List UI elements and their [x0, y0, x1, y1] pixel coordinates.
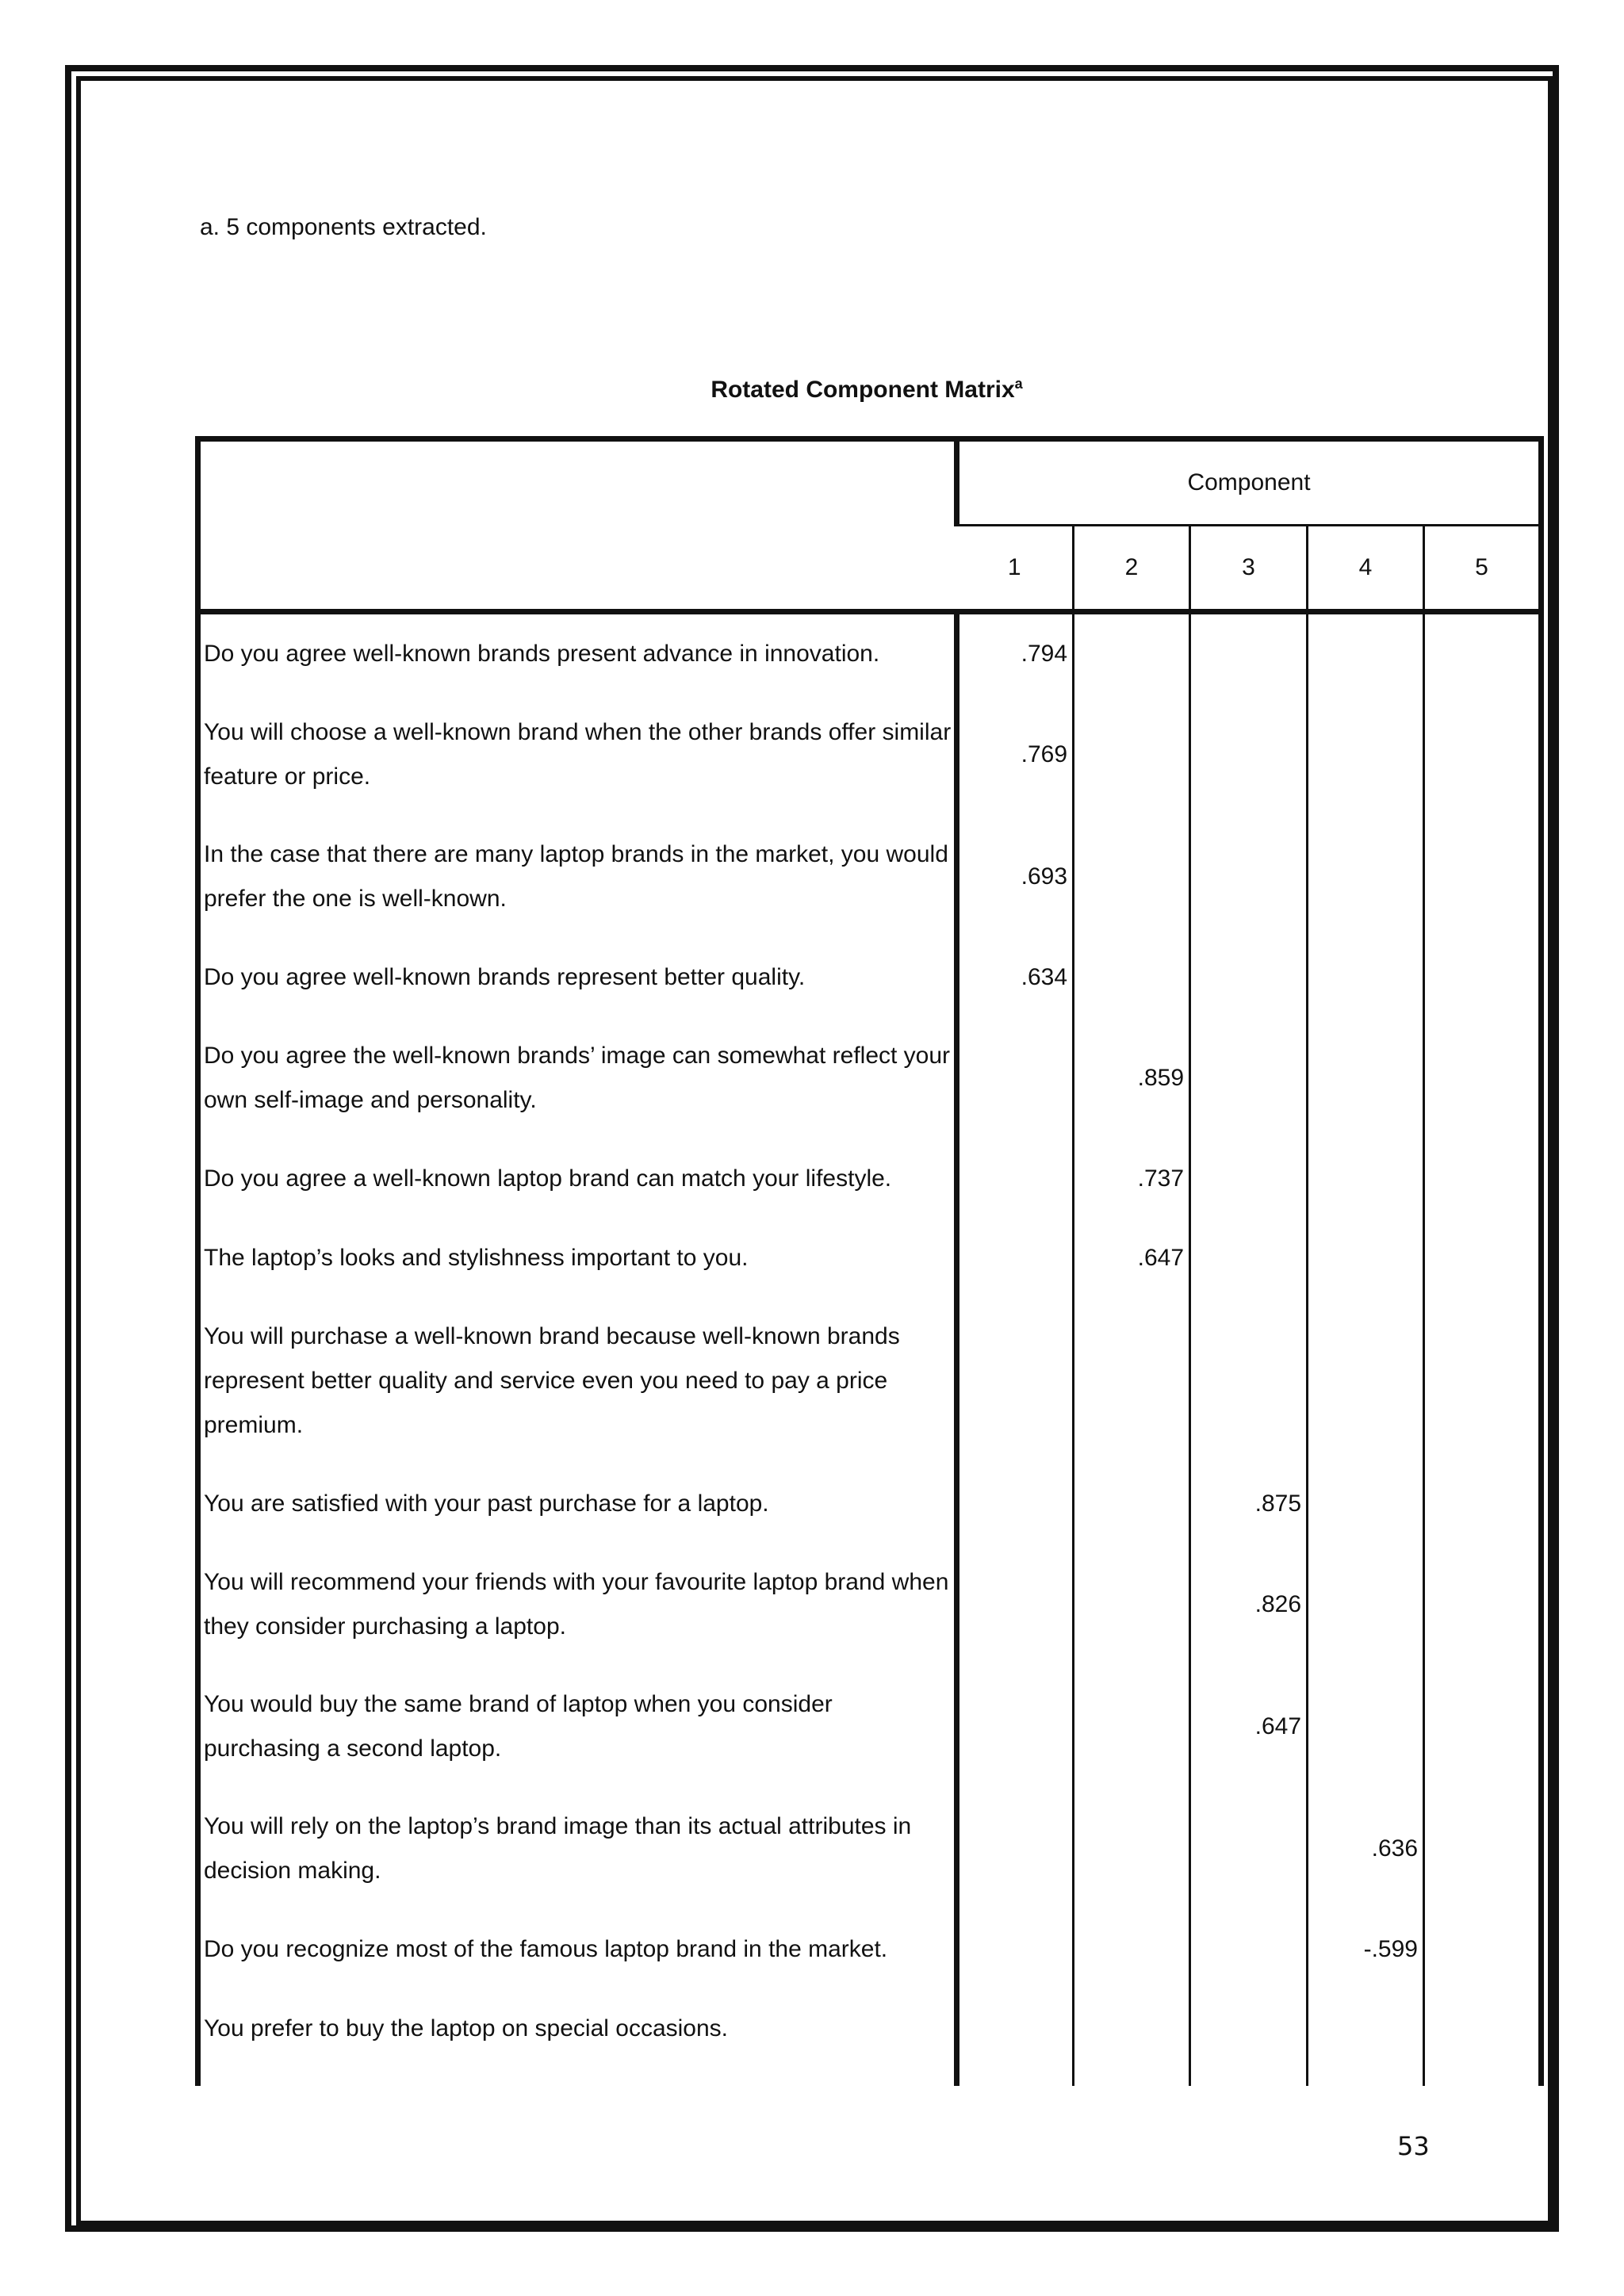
loading-cell-component-2: [1074, 1989, 1190, 2086]
loading-cell-component-1: [957, 1298, 1074, 1464]
loading-cell-component-3: [1190, 816, 1308, 938]
loading-cell-component-1: [957, 1219, 1074, 1298]
component-number-4: 4: [1308, 526, 1424, 612]
table-row: [198, 938, 1542, 1017]
loading-cell-component-4: [1308, 612, 1424, 695]
table-row: [198, 1139, 1542, 1219]
loading-cell-component-5: [1424, 1666, 1542, 1788]
table-row: [198, 1544, 1542, 1666]
loading-cell-component-2: [1074, 816, 1190, 938]
loading-cell-component-1: .693: [957, 816, 1074, 938]
loading-cell-component-4: [1308, 1989, 1424, 2086]
loading-cell-component-3: [1190, 1219, 1308, 1298]
row-label: You are satisfied with your past purchase for a laptop.: [198, 1464, 957, 1544]
loading-cell-component-3: [1190, 1139, 1308, 1219]
row-label: The laptop’s looks and stylishness important to you.: [198, 1219, 957, 1298]
table-title: [195, 376, 1538, 404]
table-row: [198, 1989, 1542, 2086]
loading-cell-component-4: -.599: [1308, 1910, 1424, 1989]
row-label: You prefer to buy the laptop on special occasions.: [198, 1989, 957, 2086]
loading-cell-component-2: [1074, 1464, 1190, 1544]
loading-cell-component-3: [1190, 612, 1308, 695]
table-title-text: Rotated Component Matrix: [710, 377, 1015, 403]
loading-cell-component-3: .647: [1190, 1666, 1308, 1788]
component-number-3: 3: [1190, 526, 1308, 612]
row-label: You will purchase a well-known brand because well-known brands represent better quality and service even you need to pay a price premium.: [198, 1298, 957, 1464]
loading-cell-component-4: [1308, 1139, 1424, 1219]
loading-cell-component-4: [1308, 816, 1424, 938]
component-header: Component: [957, 439, 1542, 526]
loading-cell-component-2: [1074, 1544, 1190, 1666]
loading-cell-component-3: .875: [1190, 1464, 1308, 1544]
row-label: Do you agree well-known brands represent better quality.: [198, 938, 957, 1017]
table-row: [198, 1298, 1542, 1464]
loading-cell-component-4: [1308, 694, 1424, 816]
table-title-superscript: a: [1014, 376, 1023, 392]
component-number-1: 1: [957, 526, 1074, 612]
loading-cell-component-3: [1190, 1298, 1308, 1464]
loading-cell-component-1: .769: [957, 694, 1074, 816]
loading-cell-component-4: [1308, 1298, 1424, 1464]
loading-cell-component-5: [1424, 612, 1542, 695]
loading-cell-component-2: [1074, 1666, 1190, 1788]
loading-cell-component-5: [1424, 1989, 1542, 2086]
loading-cell-component-3: [1190, 694, 1308, 816]
loading-cell-component-2: [1074, 612, 1190, 695]
row-label: Do you agree well-known brands present advance in innovation.: [198, 612, 957, 695]
row-label: Do you recognize most of the famous laptop brand in the market.: [198, 1910, 957, 1989]
loading-cell-component-1: [957, 1989, 1074, 2086]
loading-cell-component-1: .794: [957, 612, 1074, 695]
loading-cell-component-2: [1074, 1910, 1190, 1989]
row-label: You will recommend your friends with your favourite laptop brand when they consider purchasing a laptop.: [198, 1544, 957, 1666]
row-label: You would buy the same brand of laptop when you consider purchasing a second laptop.: [198, 1666, 957, 1788]
matrix-body: [198, 612, 1542, 2087]
rotated-component-matrix: [195, 436, 1544, 2086]
table-row: [198, 1910, 1542, 1989]
loading-cell-component-3: [1190, 1017, 1308, 1139]
loading-cell-component-1: [957, 1464, 1074, 1544]
loading-cell-component-3: [1190, 938, 1308, 1017]
page-number: 53: [1397, 2131, 1430, 2161]
loading-cell-component-2: .737: [1074, 1139, 1190, 1219]
loading-cell-component-3: .826: [1190, 1544, 1308, 1666]
loading-cell-component-1: .634: [957, 938, 1074, 1017]
loading-cell-component-3: [1190, 1910, 1308, 1989]
loading-cell-component-5: [1424, 694, 1542, 816]
loading-cell-component-5: [1424, 1910, 1542, 1989]
loading-cell-component-5: [1424, 938, 1542, 1017]
loading-cell-component-5: [1424, 1219, 1542, 1298]
table-row: [198, 816, 1542, 938]
loading-cell-component-4: [1308, 938, 1424, 1017]
loading-cell-component-4: [1308, 1544, 1424, 1666]
loading-cell-component-5: [1424, 1139, 1542, 1219]
loading-cell-component-2: [1074, 938, 1190, 1017]
row-label: In the case that there are many laptop brands in the market, you would prefer the one is well-known.: [198, 816, 957, 938]
table-row: [198, 1788, 1542, 1910]
table-row: [198, 694, 1542, 816]
loading-cell-component-5: [1424, 1544, 1542, 1666]
loading-cell-component-1: [957, 1910, 1074, 1989]
loading-cell-component-2: .647: [1074, 1219, 1190, 1298]
loading-cell-component-2: [1074, 1788, 1190, 1910]
table-row: [198, 1017, 1542, 1139]
loading-cell-component-2: [1074, 694, 1190, 816]
loading-cell-component-4: [1308, 1464, 1424, 1544]
loading-cell-component-4: [1308, 1666, 1424, 1788]
row-label: You will rely on the laptop’s brand image than its actual attributes in decision making.: [198, 1788, 957, 1910]
table-row: [198, 1464, 1542, 1544]
loading-cell-component-1: [957, 1666, 1074, 1788]
loading-cell-component-5: [1424, 1464, 1542, 1544]
footnote: a. 5 components extracted.: [200, 214, 487, 240]
row-label: You will choose a well-known brand when the other brands offer similar feature or price.: [198, 694, 957, 816]
header-corner-cell: [198, 439, 957, 612]
loading-cell-component-5: [1424, 816, 1542, 938]
loading-cell-component-1: [957, 1017, 1074, 1139]
row-label: Do you agree a well-known laptop brand can match your lifestyle.: [198, 1139, 957, 1219]
loading-cell-component-3: [1190, 1989, 1308, 2086]
loading-cell-component-1: [957, 1788, 1074, 1910]
table-row: [198, 612, 1542, 695]
loading-cell-component-5: [1424, 1788, 1542, 1910]
table-row: [198, 1219, 1542, 1298]
table-row: [198, 1666, 1542, 1788]
loading-cell-component-5: [1424, 1017, 1542, 1139]
loading-cell-component-5: [1424, 1298, 1542, 1464]
loading-cell-component-2: .859: [1074, 1017, 1190, 1139]
loading-cell-component-3: [1190, 1788, 1308, 1910]
component-number-2: 2: [1074, 526, 1190, 612]
loading-cell-component-2: [1074, 1298, 1190, 1464]
row-label: Do you agree the well-known brands’ image can somewhat reflect your own self-image and personality.: [198, 1017, 957, 1139]
loading-cell-component-1: [957, 1139, 1074, 1219]
loading-cell-component-4: [1308, 1219, 1424, 1298]
component-number-5: 5: [1424, 526, 1542, 612]
loading-cell-component-4: .636: [1308, 1788, 1424, 1910]
loading-cell-component-1: [957, 1544, 1074, 1666]
loading-cell-component-4: [1308, 1017, 1424, 1139]
